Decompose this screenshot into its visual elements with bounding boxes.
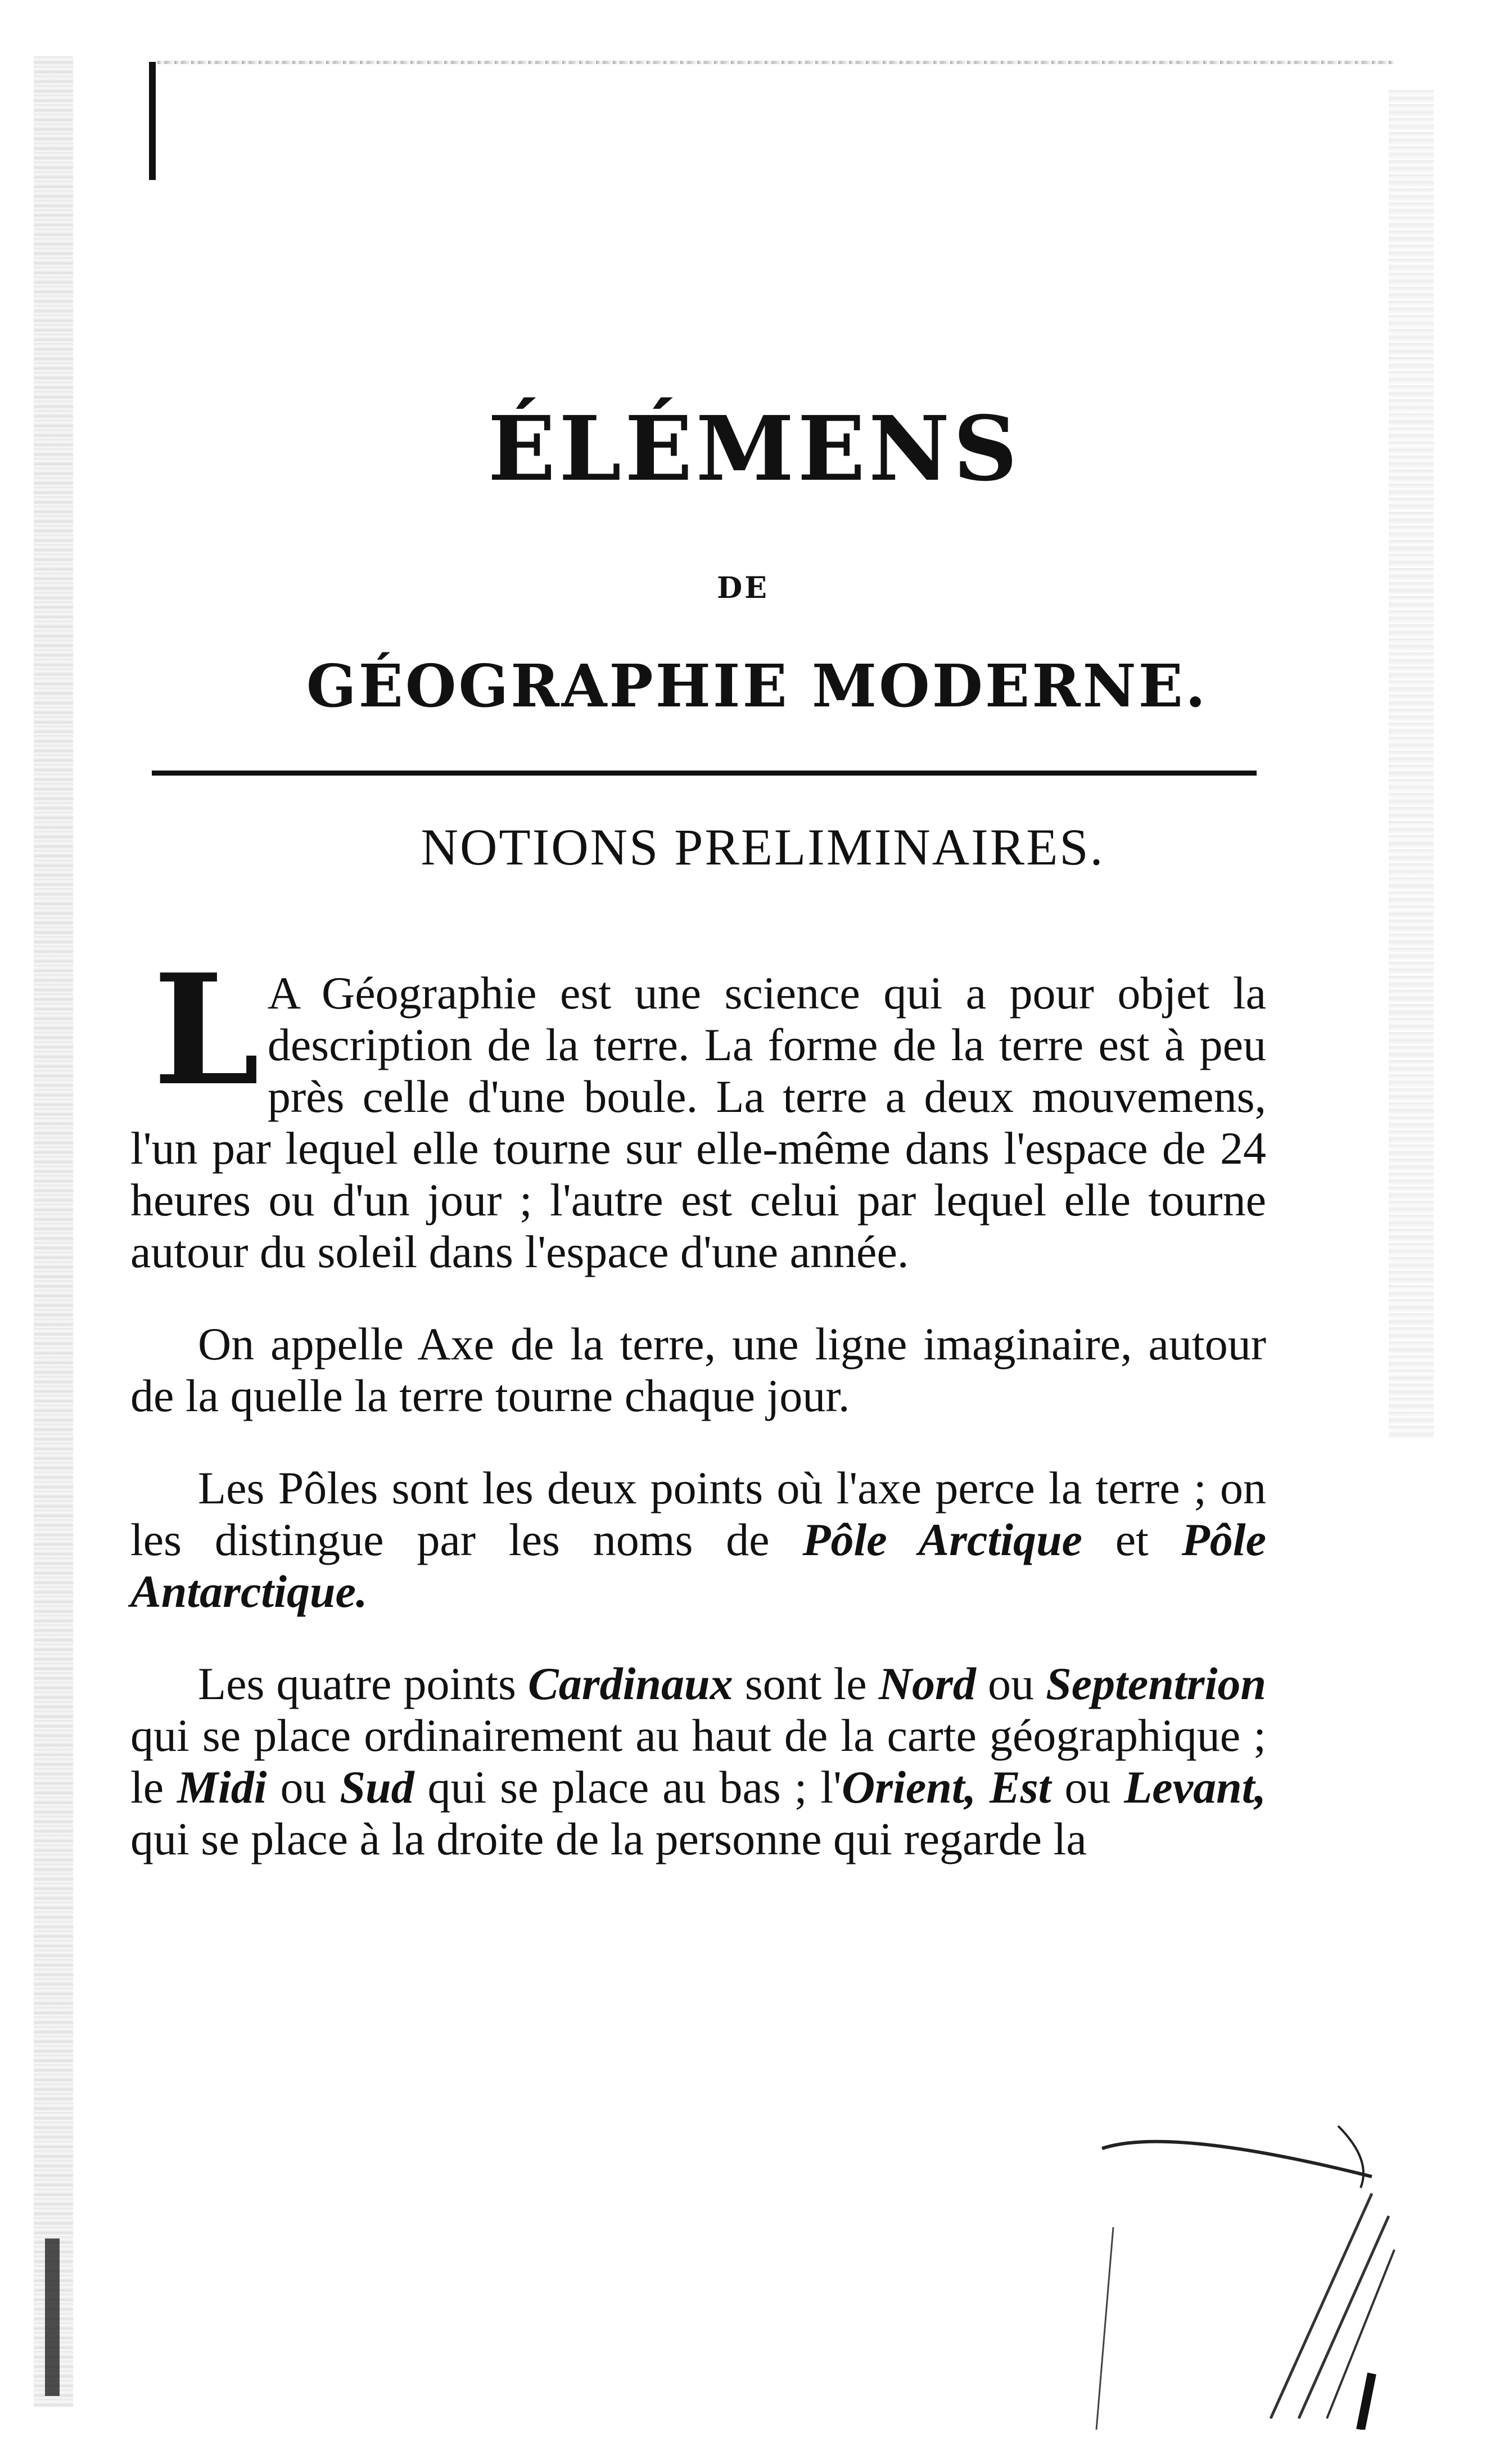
scan-binding-mark: [149, 62, 156, 180]
paragraph-text: A Géographie est une science qui a pour objet la description de la terre. La forme de la terre est à peu près celle d'une boule. La terre a deux mouvemens, l'un par lequel elle tourne sur elle-même dans l'espace de 24 heures ou d'un jour ; l'autre est celui par lequel elle tourne autour du soleil dans l'espace d'une année.: [130, 967, 1266, 1277]
scan-corner-artifacts: [1057, 2115, 1406, 2430]
title-divider: [152, 771, 1257, 776]
body-text: [130, 940, 1266, 1906]
italic-term: Septentrion: [1046, 1658, 1266, 1709]
paragraph-text: ou: [267, 1762, 340, 1813]
drop-cap: L: [153, 940, 260, 1119]
paragraph: [130, 1318, 1266, 1422]
paragraph-text: qui se place ordinairement au haut de la carte géographique ; le: [130, 1710, 1266, 1813]
scan-binding-mark-lower: [45, 2238, 60, 2396]
italic-term: Orient, Est: [841, 1762, 1051, 1813]
italic-term: Pôle Arctique: [802, 1514, 1082, 1565]
title-connector: DE: [717, 571, 769, 605]
scan-edge-right: [1389, 90, 1434, 1440]
paragraph: [130, 940, 1266, 1278]
italic-term: Pôle Antarctique.: [130, 1514, 1266, 1617]
page-title: ÉLÉMENS: [487, 397, 1021, 501]
italic-term: Cardinaux: [528, 1658, 733, 1709]
paragraph: [130, 1658, 1266, 1865]
italic-term: Sud: [340, 1762, 414, 1813]
paragraph-text: et: [1082, 1514, 1182, 1565]
paragraph: [130, 1462, 1266, 1618]
paragraph-text: Les quatre points: [198, 1658, 529, 1709]
paragraph-text: qui se place à la droite de la personne qui regarde la: [130, 1813, 1087, 1864]
paragraph-text: qui se place au bas ; l': [414, 1762, 842, 1813]
page-subtitle: GÉOGRAPHIE MODERNE.: [306, 651, 1208, 720]
paragraph-text: Les Pôles sont les deux points où l'axe perce la terre ; on les distingue par les noms de: [130, 1462, 1266, 1565]
italic-term: Nord: [878, 1658, 976, 1709]
paragraph-text: sont le: [733, 1658, 879, 1709]
section-heading: NOTIONS PRELIMINAIRES.: [421, 818, 1105, 876]
paragraph-text: On appelle Axe de la terre, une ligne imaginaire, autour de la quelle la terre tourne chaque jour.: [130, 1318, 1266, 1421]
scan-edge-top: [157, 61, 1394, 64]
italic-term: Levant,: [1124, 1762, 1266, 1813]
paragraph-text: ou: [1051, 1762, 1124, 1813]
italic-term: Midi: [177, 1762, 267, 1813]
paragraph-text: ou: [975, 1658, 1046, 1709]
